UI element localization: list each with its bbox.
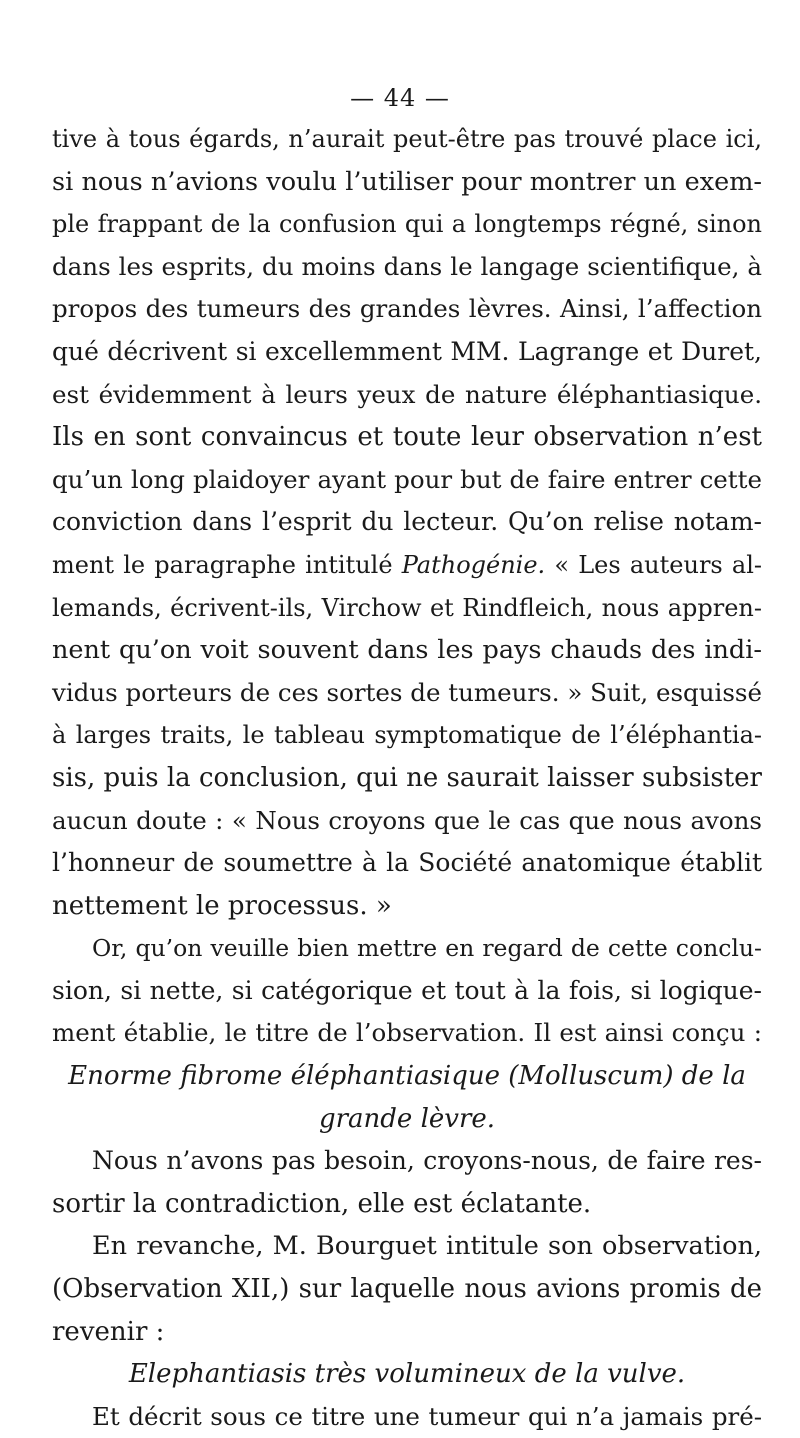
text-line: sortir la contradiction, elle est éclatante. — [52, 1188, 592, 1219]
observation-title: Elephantiasis très volumineux de la vulve. — [128, 1359, 686, 1390]
text-line: sion, si nette, si catégorique et tout à la fois, si logique- — [52, 975, 762, 1005]
text-line: si nous n’avions voulu l’utiliser pour montrer un exem- — [52, 166, 762, 197]
body-text — [52, 118, 762, 1438]
observation-title: grande lèvre. — [318, 1103, 496, 1134]
page-number: — 44 — — [350, 84, 450, 112]
text-line: qué décrivent si excellemment MM. Lagrange et Duret, — [52, 336, 762, 366]
text-line: ple frappant de la confusion qui a longtemps régné, sinon — [52, 210, 762, 239]
text-line: dans les esprits, du moins dans le langage scientifique, à — [52, 251, 762, 281]
text-line: aucun doute : « Nous croyons que le cas que nous avons — [52, 805, 762, 835]
text-line: est évidemment à leurs yeux de nature éléphantiasique. — [52, 379, 762, 409]
text-line: conviction dans l’esprit du lecteur. Qu’on relise notam- — [52, 507, 762, 537]
text-line: Ils en sont convaincus et toute leur observation n’est — [52, 422, 762, 453]
text-line: propos des tumeurs des grandes lèvres. Ainsi, l’affection — [52, 294, 762, 324]
text-line: lemands, écrivent-ils, Virchow et Rindfleich, nous appren- — [52, 593, 762, 622]
text-run: « Les auteurs al- — [545, 550, 762, 579]
text-line: vidus porteurs de ces sortes de tumeurs. » Suit, esquissé — [52, 677, 762, 707]
text-line: En revanche, M. Bourguet intitule son observation, — [92, 1231, 762, 1262]
italic-title-pathogenie: Pathogénie. — [401, 550, 546, 579]
text-line: sis, puis la conclusion, qui ne saurait laisser subsister — [52, 762, 762, 793]
text-line: (Observation XII,) sur laquelle nous avions promis de — [52, 1274, 762, 1305]
observation-title: Enorme fibrome éléphantiasique (Molluscum) de la — [68, 1061, 746, 1092]
text-line: Or, qu’on veuille bien mettre en regard de cette conclu- — [92, 934, 762, 963]
text-run: ment le paragraphe intitulé — [52, 550, 402, 579]
text-line: l’honneur de soumettre à la Société anatomique établit — [52, 848, 762, 878]
text-line: Nous n’avons pas besoin, croyons-nous, de faire res- — [92, 1146, 762, 1176]
text-line: revenir : — [52, 1316, 165, 1347]
text-line: ment établie, le titre de l’observation. Il est ainsi conçu : — [52, 1018, 762, 1048]
text-line: tive à tous égards, n’aurait peut-être pas trouvé place ici, — [52, 125, 762, 153]
text-line: qu’un long plaidoyer ayant pour but de faire entrer cette — [52, 464, 762, 494]
text-line — [52, 544, 762, 587]
text-line: nent qu’on voit souvent dans les pays chauds des indi- — [52, 635, 762, 666]
text-line: Et décrit sous ce titre une tumeur qui n’a jamais pré- — [92, 1401, 762, 1431]
text-line: à larges traits, le tableau symptomatique de l’éléphantia- — [52, 721, 762, 750]
text-line: nettement le processus. » — [52, 890, 392, 921]
